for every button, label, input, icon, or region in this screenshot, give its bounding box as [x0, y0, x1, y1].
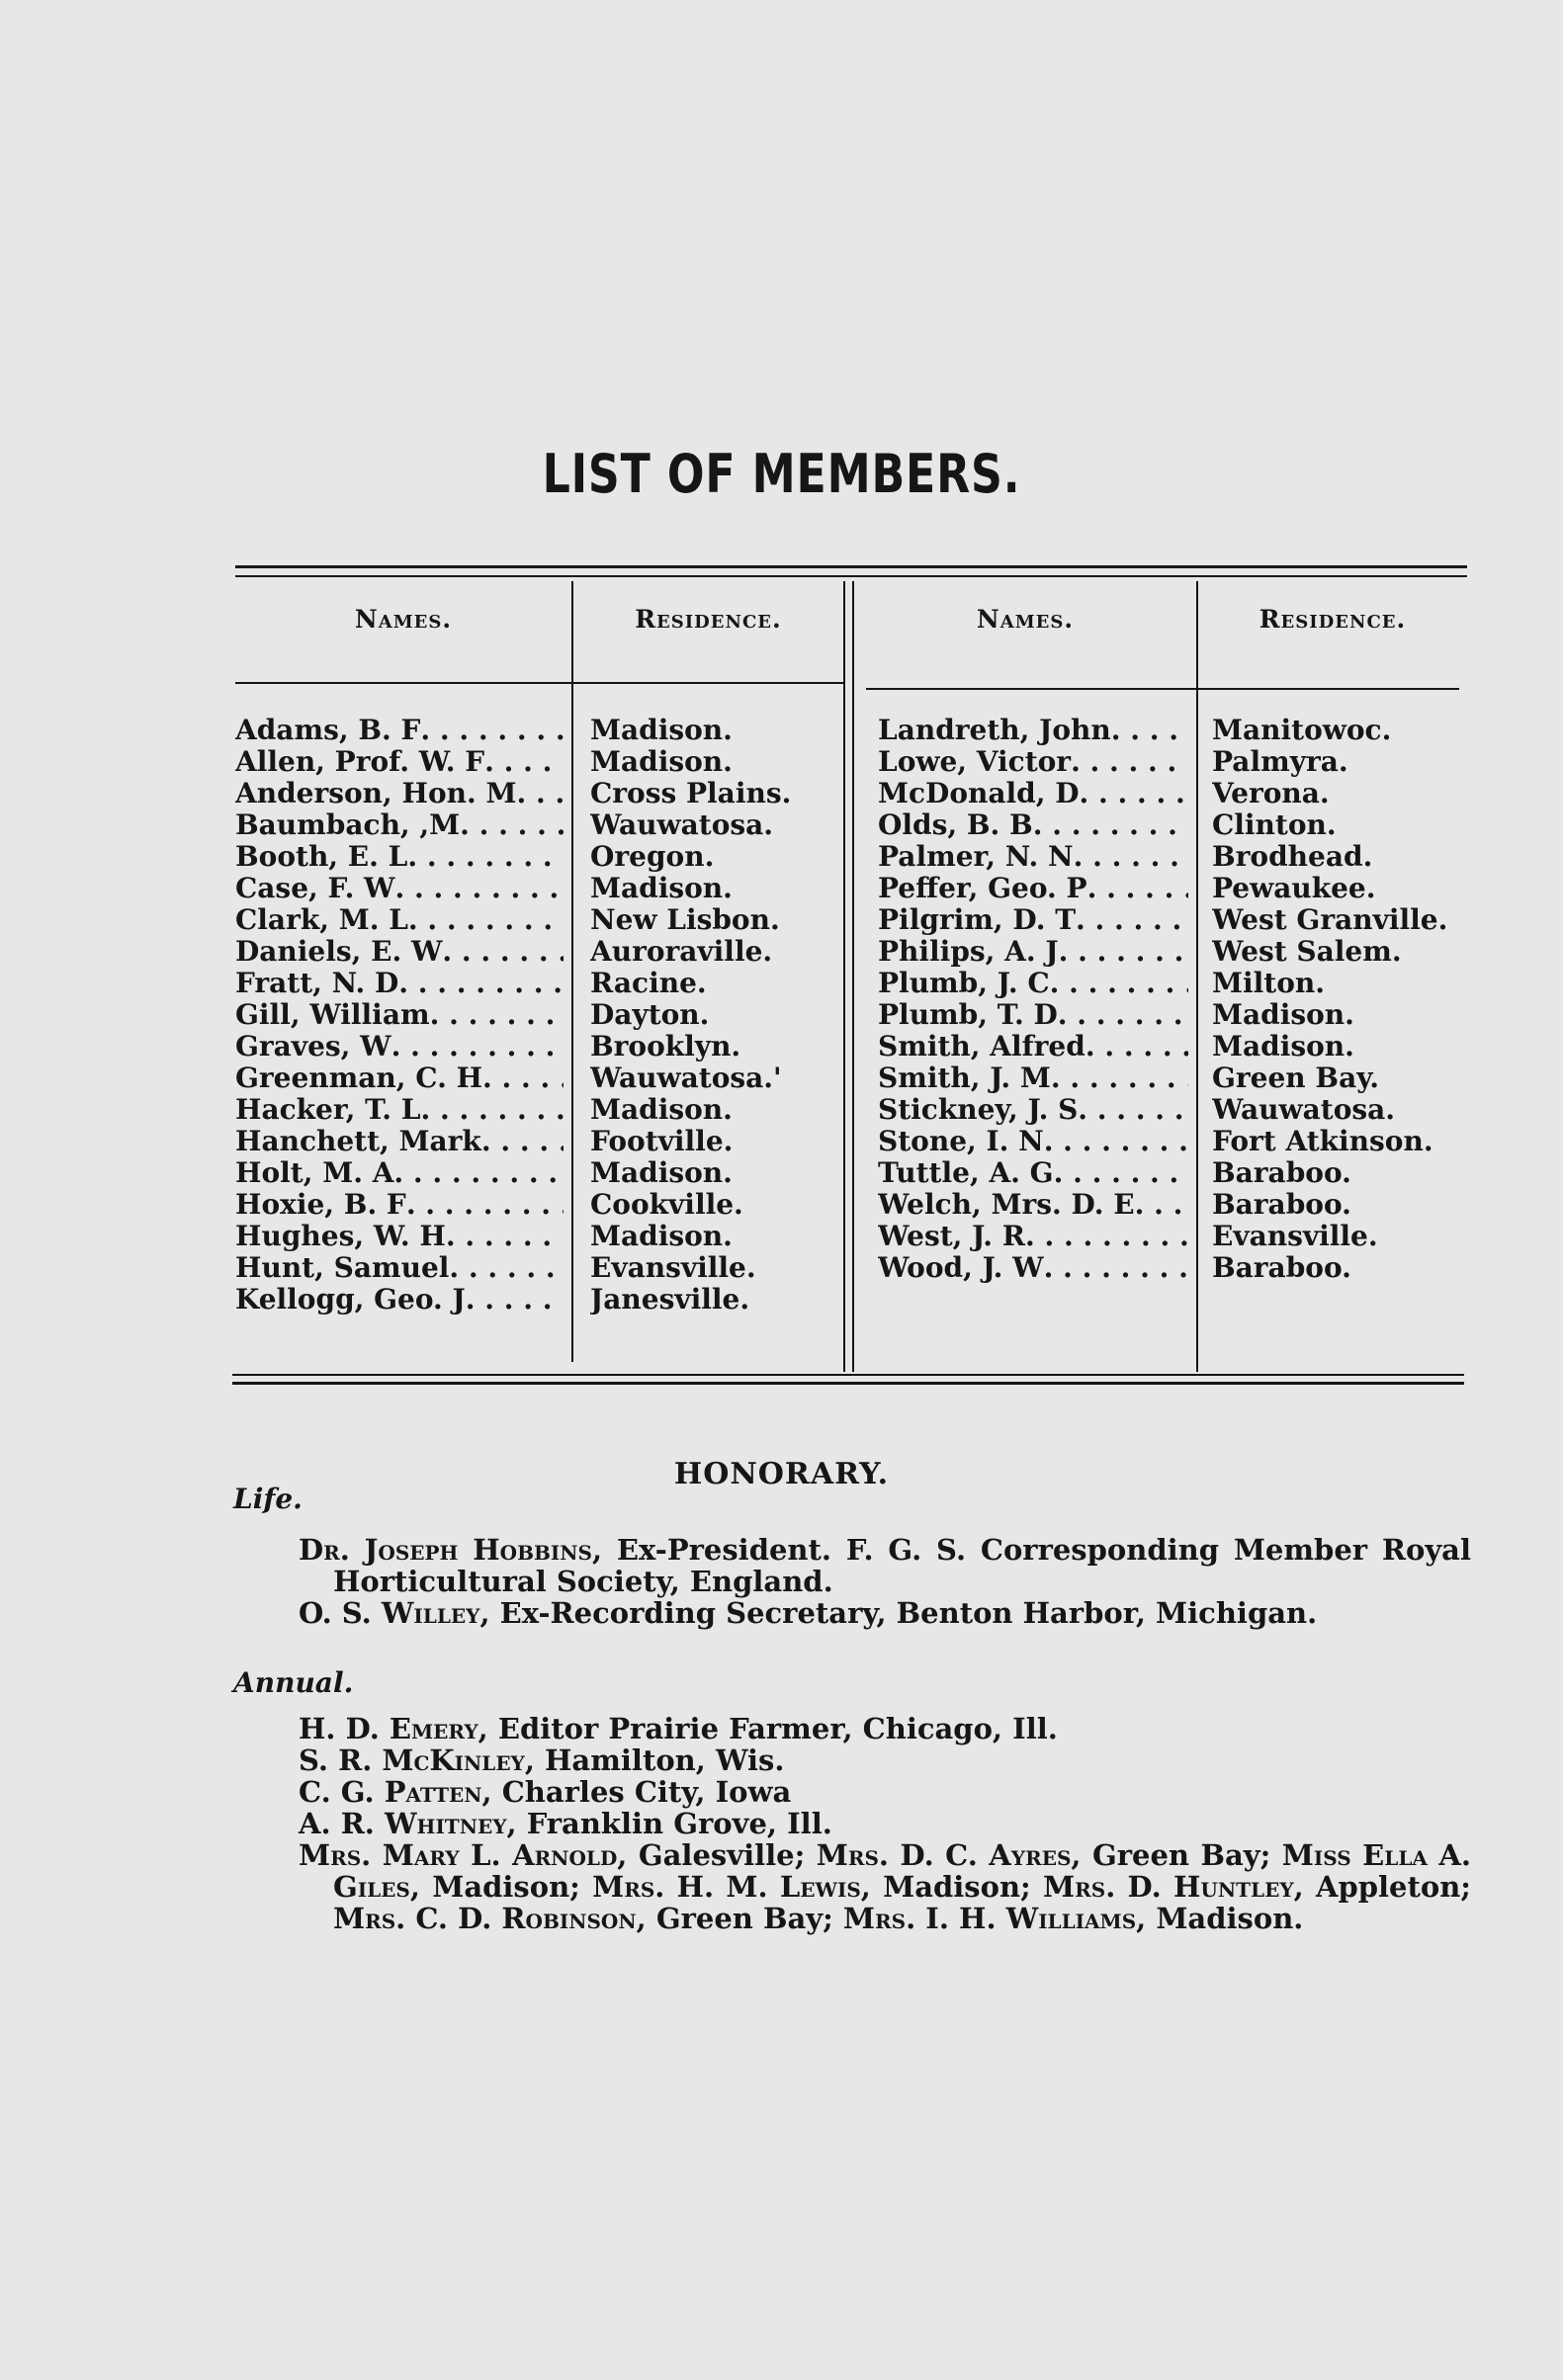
member-name-cell: [235, 968, 564, 999]
leader-dots: [1078, 1094, 1188, 1126]
leader-dots: [393, 1157, 564, 1189]
member-name-cell: [235, 746, 564, 778]
member-name: Daniels, E. W: [235, 936, 443, 968]
left-residence-column: [590, 715, 837, 1316]
member-name: Wood, J. W: [878, 1252, 1044, 1284]
member-name-cell: [878, 873, 1188, 904]
leader-dots: [1054, 1157, 1188, 1189]
member-residence-cell: Verona.: [1212, 778, 1330, 809]
annual-label: Annual.: [233, 1666, 354, 1699]
member-name: Smith, Alfred: [878, 1031, 1085, 1062]
member-name: Anderson, Hon. M: [235, 778, 517, 809]
leader-dots: [1044, 1126, 1188, 1157]
member-name: H. D. Emery: [299, 1712, 478, 1745]
member-residence-cell: Pewaukee.: [1212, 873, 1376, 904]
annual-member-entry: [299, 1744, 1471, 1776]
member-name-cell: [878, 809, 1188, 841]
member-details: , Appleton;: [1293, 1870, 1472, 1904]
member-residence-cell: Madison.: [1212, 999, 1354, 1031]
member-name: Mrs. I. H. Williams: [842, 1902, 1137, 1935]
member-residence-cell: West Salem.: [1212, 936, 1402, 968]
leader-dots: [1074, 841, 1188, 873]
member-name-cell: [235, 873, 564, 904]
member-name: Plumb, T. D: [878, 999, 1058, 1031]
leader-dots: [1033, 809, 1188, 841]
member-name: Greenman, C. H: [235, 1062, 483, 1094]
life-label: Life.: [233, 1483, 303, 1515]
member-residence-cell: Madison.: [590, 873, 733, 904]
member-details: , Galesville;: [617, 1838, 817, 1872]
member-residence-cell: Janesville.: [590, 1284, 750, 1316]
member-name: Case, F. W: [235, 873, 395, 904]
member-name-cell: [235, 1094, 564, 1126]
member-residence-cell: New Lisbon.: [590, 904, 780, 936]
member-name: Dr. Joseph Hobbins: [299, 1533, 592, 1567]
column-divider-double: [852, 581, 854, 1372]
member-residence-cell: Wauwatosa.': [590, 1062, 782, 1094]
member-name: Hughes, W. H: [235, 1221, 446, 1252]
annual-member-entry: [299, 1713, 1471, 1744]
leader-dots: [482, 1062, 564, 1094]
member-residence-cell: Auroraville.: [590, 936, 773, 968]
member-residence-cell: Brooklyn.: [590, 1031, 741, 1062]
header-names-right: Names.: [976, 605, 1075, 634]
member-residence-cell: Wauwatosa.: [1212, 1094, 1396, 1126]
member-residence-cell: Clinton.: [1212, 809, 1337, 841]
member-name: Stone, I. N: [878, 1126, 1044, 1157]
member-residence-cell: Madison.: [590, 746, 733, 778]
member-details: , Madison;: [860, 1870, 1044, 1904]
member-name: Clark, M. L: [235, 904, 408, 936]
member-name: West, J. R: [878, 1221, 1026, 1252]
member-name-cell: [878, 778, 1188, 809]
leader-dots: [408, 904, 564, 936]
member-name-cell: [235, 1189, 564, 1221]
life-member-entry: [299, 1534, 1471, 1597]
member-residence-cell: West Granville.: [1212, 904, 1448, 936]
member-residence-cell: Madison.: [1212, 1031, 1354, 1062]
header-rule: [235, 682, 844, 684]
member-name-cell: [235, 778, 564, 809]
member-name-cell: [878, 999, 1188, 1031]
member-details: , Hamilton, Wis.: [524, 1743, 785, 1777]
member-residence-cell: Madison.: [590, 1094, 733, 1126]
member-residence-cell: Fort Atkinson.: [1212, 1126, 1433, 1157]
member-details: , Madison.: [1136, 1902, 1304, 1935]
member-name-cell: [878, 746, 1188, 778]
leader-dots: [1076, 904, 1188, 936]
member-name-cell: [878, 1189, 1188, 1221]
member-name: Hunt, Samuel: [235, 1252, 450, 1284]
leader-dots: [460, 809, 564, 841]
member-residence-cell: Wauwatosa.: [590, 809, 774, 841]
leader-dots: [407, 841, 564, 873]
annual-members: [299, 1713, 1471, 1934]
right-names-column: [878, 715, 1188, 1284]
honorary-heading: HONORARY.: [673, 1457, 890, 1491]
leader-dots: [1044, 1252, 1188, 1284]
annual-member-entry: [299, 1839, 1471, 1934]
member-name: Mrs. D. Huntley: [1043, 1870, 1294, 1904]
member-name-cell: [878, 1221, 1188, 1252]
member-name: Lowe, Victor: [878, 746, 1072, 778]
member-name-cell: [878, 1094, 1188, 1126]
column-divider-double: [843, 581, 845, 1372]
table-bottom-rule-outer: [232, 1382, 1464, 1385]
member-residence-cell: Madison.: [590, 1221, 733, 1252]
member-residence-cell: Milton.: [1212, 968, 1325, 999]
member-name: Philips, A. J: [878, 936, 1059, 968]
member-name: Olds, B. B: [878, 809, 1033, 841]
member-residence-cell: Palmyra.: [1212, 746, 1348, 778]
member-residence-cell: Evansville.: [1212, 1221, 1378, 1252]
member-name: Kellogg, Geo. J: [235, 1284, 466, 1316]
member-name-cell: [235, 1126, 564, 1157]
leader-dots: [1080, 778, 1189, 809]
member-name: Tuttle, A. G: [878, 1157, 1054, 1189]
leader-dots: [395, 873, 564, 904]
member-residence-cell: Dayton.: [590, 999, 710, 1031]
header-names-left: Names.: [354, 605, 453, 634]
table-top-rule-inner: [235, 575, 1467, 577]
member-details: , Ex-Recording Secretary, Benton Harbor, Michigan.: [479, 1596, 1318, 1630]
leader-dots: [391, 1031, 564, 1062]
member-residence-cell: Cross Plains.: [590, 778, 792, 809]
header-residence-right: Residence.: [1259, 605, 1407, 634]
member-name: Baumbach, ,M: [235, 809, 461, 841]
leader-dots: [442, 936, 564, 968]
member-name: Mrs. Mary L. Arnold: [299, 1838, 618, 1872]
member-name: Plumb, J. C: [878, 968, 1050, 999]
member-name-cell: [235, 1157, 564, 1189]
leader-dots: [420, 1094, 564, 1126]
header-residence-left: Residence.: [635, 605, 782, 634]
member-name-cell: [235, 1062, 564, 1094]
member-residence-cell: Green Bay.: [1212, 1062, 1380, 1094]
life-members: [299, 1534, 1471, 1629]
member-name: Pilgrim, D. T: [878, 904, 1077, 936]
member-name-cell: [878, 936, 1188, 968]
member-name-cell: [878, 904, 1188, 936]
member-name: Mrs. C. D. Robinson: [333, 1902, 637, 1935]
member-name: Allen, Prof. W. F: [235, 746, 485, 778]
leader-dots: [466, 1284, 564, 1316]
member-name: Miss Ella A. Giles: [333, 1838, 1471, 1904]
member-name-cell: [878, 841, 1188, 873]
leader-dots: [449, 1252, 564, 1284]
member-name: O. S. Willey: [299, 1596, 480, 1630]
member-details: , Green Bay;: [1071, 1838, 1282, 1872]
left-names-column: [235, 715, 564, 1316]
member-name-cell: [235, 936, 564, 968]
member-name-cell: [235, 715, 564, 746]
member-name-cell: [235, 809, 564, 841]
leader-dots: [406, 1189, 564, 1221]
member-details: , Franklin Grove, Ill.: [506, 1807, 832, 1840]
member-residence-cell: Racine.: [590, 968, 707, 999]
table-bottom-rule: [232, 1374, 1464, 1376]
leader-dots: [1111, 715, 1188, 746]
member-residence-cell: Madison.: [590, 715, 733, 746]
member-details: , Charles City, Iowa: [481, 1775, 792, 1809]
leader-dots: [420, 715, 564, 746]
member-name: Hanchett, Mark: [235, 1126, 481, 1157]
member-name: Mrs. D. C. Ayres: [816, 1838, 1072, 1872]
member-name-cell: [235, 841, 564, 873]
member-details: , Green Bay;: [636, 1902, 843, 1935]
member-name: Gill, William: [235, 999, 430, 1031]
leader-dots: [1058, 999, 1188, 1031]
member-name-cell: [235, 1221, 564, 1252]
member-residence-cell: Cookville.: [590, 1189, 743, 1221]
member-name-cell: [878, 1062, 1188, 1094]
leader-dots: [446, 1221, 564, 1252]
member-name-cell: [878, 1126, 1188, 1157]
member-name: Hacker, T. L: [235, 1094, 421, 1126]
member-name-cell: [235, 1031, 564, 1062]
member-residence-cell: Manitowoc.: [1212, 715, 1392, 746]
member-name: Stickney, J. S: [878, 1094, 1079, 1126]
member-name: C. G. Patten: [299, 1775, 482, 1809]
leader-dots: [430, 999, 564, 1031]
member-name-cell: [235, 999, 564, 1031]
leader-dots: [1051, 1062, 1188, 1094]
life-member-entry: [299, 1597, 1471, 1629]
member-name-cell: [878, 1031, 1188, 1062]
member-details: , Madison;: [409, 1870, 593, 1904]
member-residence-cell: Madison.: [590, 1157, 733, 1189]
member-name: S. R. McKinley: [299, 1743, 525, 1777]
member-residence-cell: Baraboo.: [1212, 1157, 1351, 1189]
member-name: A. R. Whitney: [299, 1807, 507, 1840]
annual-member-entry: [299, 1776, 1471, 1808]
member-name: Graves, W: [235, 1031, 391, 1062]
member-residence-cell: Baraboo.: [1212, 1189, 1351, 1221]
leader-dots: [1085, 1031, 1188, 1062]
member-name-cell: [878, 1157, 1188, 1189]
leader-dots: [1059, 936, 1188, 968]
member-residence-cell: Baraboo.: [1212, 1252, 1351, 1284]
right-residence-column: [1212, 715, 1469, 1284]
table-top-rule: [235, 565, 1467, 568]
column-divider: [1196, 581, 1198, 1372]
leader-dots: [517, 778, 564, 809]
member-name-cell: [878, 715, 1188, 746]
member-name: Peffer, Geo. P: [878, 873, 1087, 904]
member-residence-cell: Oregon.: [590, 841, 715, 873]
leader-dots: [398, 968, 564, 999]
member-name-cell: [878, 968, 1188, 999]
member-name: Fratt, N. D: [235, 968, 399, 999]
member-name: Holt, M. A: [235, 1157, 394, 1189]
member-name: McDonald, D: [878, 778, 1080, 809]
member-name-cell: [235, 1284, 564, 1316]
column-divider: [571, 581, 573, 1362]
member-name: Landreth, John: [878, 715, 1111, 746]
leader-dots: [1071, 746, 1188, 778]
page-title: LIST OF MEMBERS.: [542, 443, 1021, 505]
leader-dots: [1025, 1221, 1188, 1252]
leader-dots: [481, 1126, 564, 1157]
member-name: Hoxie, B. F: [235, 1189, 406, 1221]
member-name-cell: [235, 904, 564, 936]
leader-dots: [1135, 1189, 1188, 1221]
header-rule: [866, 688, 1459, 690]
member-details: , Ex-President. F. G. S. Corresponding Member Royal Horticultural Society, England.: [333, 1533, 1471, 1598]
member-residence-cell: Footville.: [590, 1126, 734, 1157]
member-name-cell: [878, 1252, 1188, 1284]
leader-dots: [1050, 968, 1188, 999]
member-name: Smith, J. M: [878, 1062, 1051, 1094]
leader-dots: [1087, 873, 1188, 904]
member-name: Mrs. H. M. Lewis: [592, 1870, 861, 1904]
member-name: Palmer, N. N: [878, 841, 1074, 873]
annual-member-entry: [299, 1808, 1471, 1839]
member-residence-cell: Brodhead.: [1212, 841, 1373, 873]
member-name-cell: [235, 1252, 564, 1284]
member-name: Adams, B. F: [235, 715, 421, 746]
member-residence-cell: Evansville.: [590, 1252, 756, 1284]
member-name: Booth, E. L: [235, 841, 408, 873]
member-name: Welch, Mrs. D. E: [878, 1189, 1135, 1221]
leader-dots: [484, 746, 564, 778]
member-details: , Editor Prairie Farmer, Chicago, Ill.: [478, 1712, 1058, 1745]
